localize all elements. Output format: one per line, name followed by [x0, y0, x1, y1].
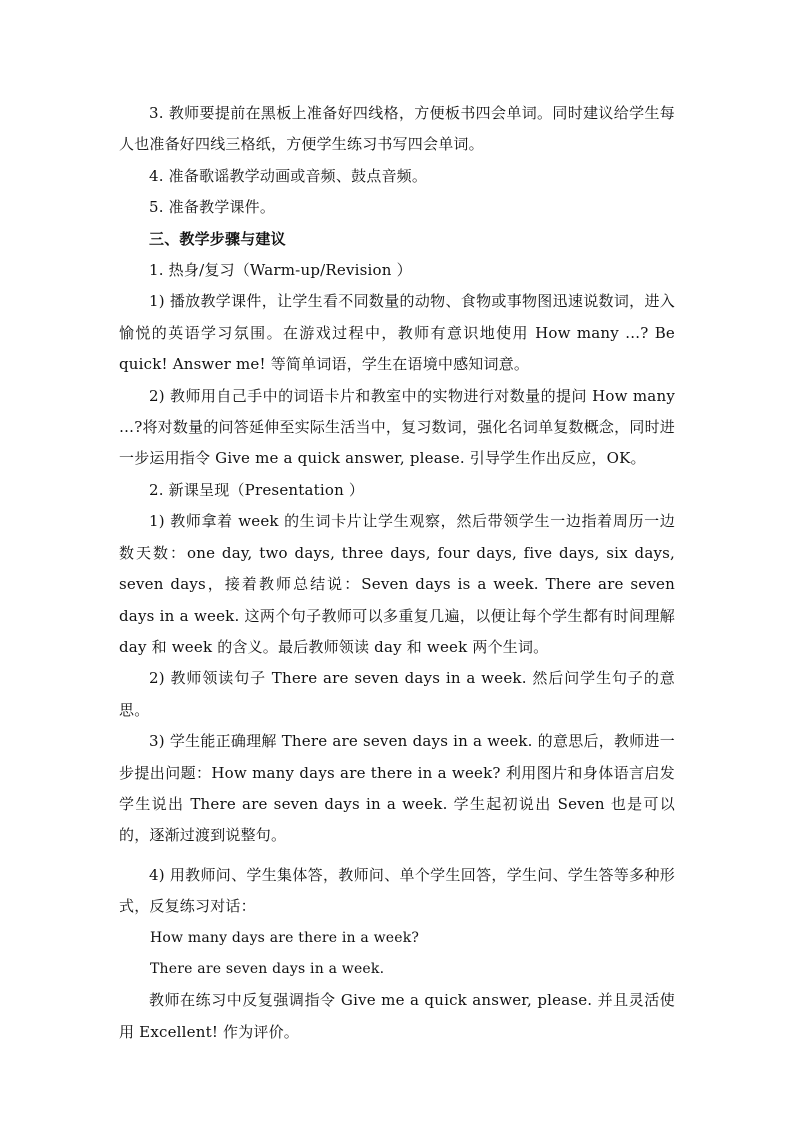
paragraph-step-5: 5. 准备教学课件。	[149, 198, 276, 217]
subheading-warmup: 1. 热身/复习（Warm-up/Revision ）	[149, 261, 412, 280]
subheading-presentation: 2. 新课呈现（Presentation ）	[149, 480, 365, 499]
paragraph-step-3: 3. 教师要提前在黑板上准备好四线格，方便板书四会单词。同时建议给学生每人也准备好四线三格纸，方便学生练习书写四会单词。	[119, 104, 675, 154]
paragraph-presentation-2: 2) 教师领读句子 There are seven days in a week. 然后问学生句子的意思。	[119, 669, 675, 719]
paragraph-presentation-3: 3) 学生能正确理解 There are seven days in a week. 的意思后，教师进一步提出问题：How many days are there in a week? 利用图片和身体语言启发学生说出 There are seven days in a week. 学生起初说出 Seven 也是可以的，逐渐过渡到说整句。	[119, 732, 675, 845]
paragraph-warmup-1: 1) 播放教学课件，让学生看不同数量的动物、食物或事物图迅速说数词，进入愉悦的英语学习氛围。在游戏过程中，教师有意识地使用 How many …? Be quick! Answer me! 等简单词语，学生在语境中感知词意。	[119, 292, 675, 374]
paragraph-presentation-4: 4) 用教师问、学生集体答，教师问、单个学生回答，学生问、学生答等多种形式，反复练习对话：	[119, 865, 675, 916]
paragraph-warmup-2: 2) 教师用自己手中的词语卡片和教室中的实物进行对数量的提问 How many …?将对数量的问答延伸至实际生活当中，复习数词，强化名词单复数概念，同时进一步运用指令 Give me a quick answer, please. 引导学生作出反应，OK。	[119, 386, 675, 468]
paragraph-presentation-1: 1) 教师拿着 week 的生词卡片让学生观察，然后带领学生一边指着周历一边数天数：one day, two days, three days, four days, five days, six days, seven days，接着教师总结说：Seven days is a week. There are seven days in a week. 这两个句子教师可以多重复几遍，以便让每个学生都有时间理解 day 和 week 的含义。最后教师领读 day 和 week 两个生词。	[119, 512, 675, 656]
paragraph-step-4: 4. 准备歌谣教学动画或音频、鼓点音频。	[149, 166, 428, 185]
spacer	[119, 852, 675, 860]
dialogue-question: How many days are there in a week?	[150, 929, 420, 946]
dialogue-answer: There are seven days in a week.	[150, 960, 385, 977]
section-heading-teaching-steps: 三、教学步骤与建议	[149, 229, 286, 248]
paragraph-practice-note: 教师在练习中反复强调指令 Give me a quick answer, please. 并且灵活使用 Excellent! 作为评价。	[119, 991, 675, 1041]
document-body	[119, 98, 675, 1048]
